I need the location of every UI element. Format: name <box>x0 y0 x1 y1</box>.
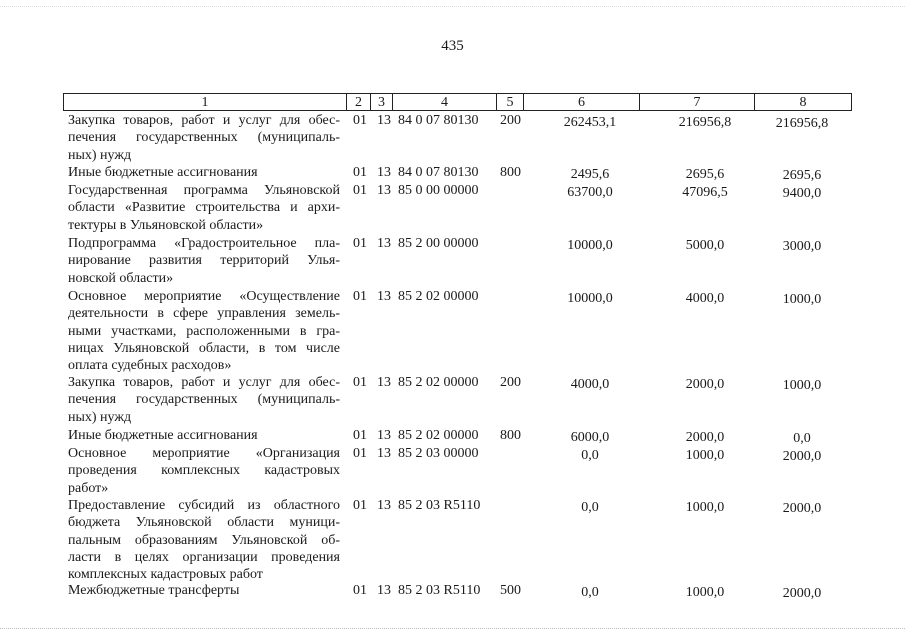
header-col-7: 7 <box>640 94 755 110</box>
amount-col-8: 2000,0 <box>782 586 822 601</box>
row-name-line: печения государственных (муниципаль- <box>68 130 340 146</box>
subsection-code: 13 <box>377 446 391 461</box>
row-name-line: ными участками, расположенными в гра- <box>68 323 340 339</box>
row-name-line: проведения комплексных кадастровых <box>68 463 340 479</box>
amount-col-6: 0,0 <box>581 448 599 463</box>
amount-col-6: 63700,0 <box>567 185 613 200</box>
header-col-2: 2 <box>347 94 371 110</box>
row-name-line: оплата судебных расходов» <box>68 358 232 374</box>
section-code: 01 <box>353 498 367 513</box>
expense-type-code: 500 <box>500 583 521 598</box>
section-code: 01 <box>353 583 367 598</box>
amount-col-7: 2695,6 <box>685 167 725 182</box>
row-name-line: ласти в целях организации проведения <box>68 549 340 565</box>
row-name-line: Закупка товаров, работ и услуг для обес- <box>68 375 340 390</box>
amount-col-7: 2000,0 <box>685 377 725 392</box>
amount-col-7: 2000,0 <box>685 430 725 445</box>
amount-col-8: 0,0 <box>793 431 811 446</box>
scan-edge-bottom <box>0 628 905 630</box>
row-name-line: работ» <box>68 480 109 496</box>
row-name <box>68 582 340 599</box>
amount-col-7: 1000,0 <box>685 500 725 515</box>
target-article-code: 85 2 00 00000 <box>398 236 479 251</box>
target-article-code: 85 2 02 00000 <box>398 428 479 443</box>
row-name-line: деятельности в сфере управления земель- <box>68 306 340 322</box>
subsection-code: 13 <box>377 113 391 128</box>
header-col-1: 1 <box>64 94 347 110</box>
header-col-8: 8 <box>799 95 807 110</box>
subsection-code: 13 <box>377 236 391 251</box>
header-col-5: 5 <box>497 94 524 110</box>
amount-col-6: 6000,0 <box>570 430 610 445</box>
row-name-line: тектуры в Ульяновской области» <box>68 217 264 233</box>
page-number: 435 <box>441 38 464 54</box>
row-name <box>68 164 340 181</box>
target-article-code: 85 2 02 00000 <box>398 289 479 304</box>
amount-col-6: 0,0 <box>581 585 599 600</box>
subsection-code: 13 <box>377 289 391 304</box>
section-code: 01 <box>353 289 367 304</box>
amount-col-8: 1000,0 <box>782 378 822 393</box>
row-name-line: Основное мероприятие «Осуществление <box>68 289 340 304</box>
section-code: 01 <box>353 236 367 251</box>
amount-col-7: 4000,0 <box>685 291 725 306</box>
row-name-line: Закупка товаров, работ и услуг для обес- <box>68 113 340 128</box>
row-name-line: Подпрограмма «Градостроительное пла- <box>68 236 340 251</box>
expense-type-code: 800 <box>500 165 521 180</box>
subsection-code: 13 <box>377 375 391 390</box>
amount-col-6: 2495,6 <box>570 167 610 182</box>
subsection-code: 13 <box>377 428 391 443</box>
target-article-code: 85 2 03 R5110 <box>398 583 481 598</box>
section-code: 01 <box>353 375 367 390</box>
target-article-code: 85 2 03 00000 <box>398 446 479 461</box>
section-code: 01 <box>353 183 367 198</box>
row-name <box>68 445 340 497</box>
amount-col-8: 9400,0 <box>782 186 822 201</box>
target-article-code: 85 0 00 00000 <box>398 183 479 198</box>
row-name <box>68 288 340 374</box>
row-name <box>68 235 340 287</box>
amount-col-6: 10000,0 <box>567 238 613 253</box>
target-article-code: 85 2 03 R5110 <box>398 498 481 513</box>
table-header <box>63 93 852 111</box>
row-name <box>68 374 340 426</box>
amount-col-8: 216956,8 <box>775 116 829 131</box>
amount-col-6: 262453,1 <box>563 115 617 130</box>
row-name-line: Межбюджетные трансферты <box>68 583 240 598</box>
row-name <box>68 497 340 583</box>
section-code: 01 <box>353 113 367 128</box>
row-name-line: пальным образованиям Ульяновской об- <box>68 532 340 548</box>
expense-type-code: 800 <box>500 428 521 443</box>
subsection-code: 13 <box>377 583 391 598</box>
row-name-line: новской области» <box>68 270 174 286</box>
amount-col-7: 5000,0 <box>685 238 725 253</box>
section-code: 01 <box>353 428 367 443</box>
header-col-4: 4 <box>393 94 497 110</box>
scan-edge <box>0 6 905 8</box>
amount-col-7: 1000,0 <box>685 448 725 463</box>
expense-type-code: 200 <box>500 375 521 390</box>
target-article-code: 84 0 07 80130 <box>398 165 479 180</box>
row-name-line: области «Развитие строительства и архи- <box>68 200 340 216</box>
row-name-line: Основное мероприятие «Организация <box>68 446 340 461</box>
row-name-line: ных) нужд <box>68 147 132 163</box>
row-name <box>68 182 340 234</box>
row-name-line: Государственная программа Ульяновской <box>68 183 340 198</box>
row-name-line: бюджета Ульяновской области муници- <box>68 515 340 531</box>
subsection-code: 13 <box>377 183 391 198</box>
amount-col-8: 3000,0 <box>782 239 822 254</box>
subsection-code: 13 <box>377 165 391 180</box>
amount-col-7: 216956,8 <box>678 115 732 130</box>
row-name-line: ных) нужд <box>68 409 132 425</box>
row-name-line: нирование развития территорий Улья- <box>68 253 340 269</box>
row-name-line: Иные бюджетные ассигнования <box>68 428 258 443</box>
amount-col-7: 1000,0 <box>685 585 725 600</box>
row-name-line: печения государственных (муниципаль- <box>68 392 340 408</box>
target-article-code: 84 0 07 80130 <box>398 113 479 128</box>
amount-col-8: 2000,0 <box>782 501 822 516</box>
target-article-code: 85 2 02 00000 <box>398 375 479 390</box>
amount-col-6: 10000,0 <box>567 291 613 306</box>
amount-col-6: 4000,0 <box>570 377 610 392</box>
amount-col-8: 2000,0 <box>782 449 822 464</box>
amount-col-8: 1000,0 <box>782 292 822 307</box>
amount-col-7: 47096,5 <box>682 185 728 200</box>
header-col-6: 6 <box>524 94 640 110</box>
row-name <box>68 427 340 444</box>
subsection-code: 13 <box>377 498 391 513</box>
amount-col-8: 2695,6 <box>782 168 822 183</box>
section-code: 01 <box>353 165 367 180</box>
section-code: 01 <box>353 446 367 461</box>
row-name-line: Иные бюджетные ассигнования <box>68 165 258 180</box>
row-name <box>68 112 340 164</box>
row-name-line: комплексных кадастровых работ <box>68 567 263 583</box>
header-col-3: 3 <box>371 94 393 110</box>
expense-type-code: 200 <box>500 113 521 128</box>
amount-col-6: 0,0 <box>581 500 599 515</box>
row-name-line: Предоставление субсидий из областного <box>68 498 340 513</box>
row-name-line: ницах Ульяновской области, в том числе <box>68 340 340 356</box>
